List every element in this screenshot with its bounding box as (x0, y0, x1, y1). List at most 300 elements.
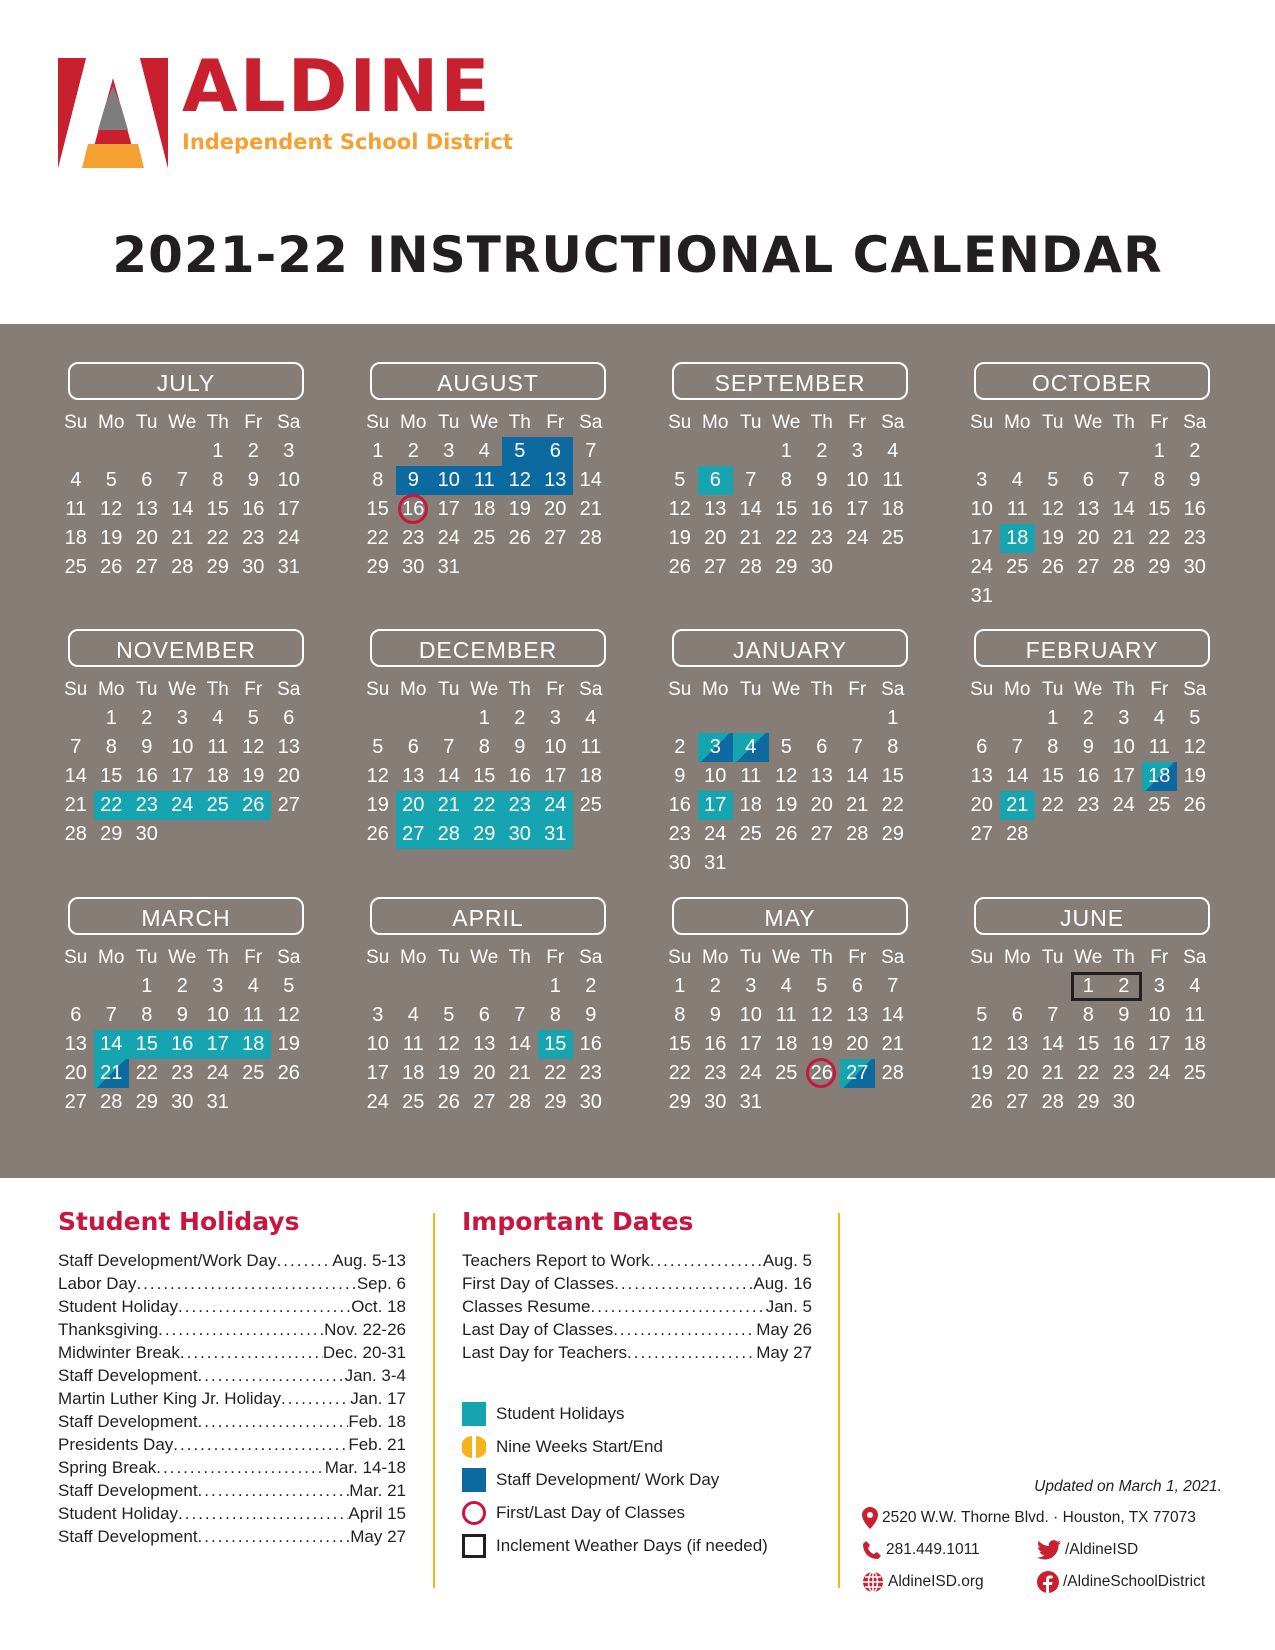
day-cell: 11 (1148, 736, 1170, 758)
weekday-header: Mo (98, 412, 125, 433)
day-cell: 30 (135, 823, 158, 845)
weekday-header: Tu (740, 679, 762, 700)
day-cell: 2 (1082, 707, 1094, 729)
day-cell: 23 (402, 527, 425, 549)
day-cell: 1 (674, 975, 686, 997)
empty-day (58, 704, 94, 733)
item-label: Labor Day (58, 1274, 137, 1293)
day-cell: 11 (242, 1004, 264, 1026)
day-cell: 6 (70, 1004, 82, 1026)
month-day-grid (360, 675, 610, 849)
weekday-header: Su (668, 412, 692, 433)
day-cell: 27 (135, 556, 158, 578)
logo-subtitle: Independent School District (182, 130, 513, 154)
weekday-header: Su (366, 412, 390, 433)
list-item (58, 1364, 406, 1387)
weekday-header: Mo (98, 679, 125, 700)
empty-day (94, 437, 130, 466)
day-cell: 14 (739, 498, 762, 520)
dot-leader (156, 1456, 324, 1479)
month-march (58, 897, 308, 1117)
day-cell: 24 (970, 556, 993, 578)
weekday-header: We (470, 679, 499, 700)
day-cell: 23 (242, 527, 265, 549)
day-cell: 12 (668, 498, 691, 520)
phone-number[interactable]: 281.449.1011 (886, 1541, 980, 1558)
item-date: May 27 (756, 1343, 812, 1362)
day-cell: 15 (129, 1030, 165, 1059)
day-cell: 18 (402, 1062, 425, 1084)
item-date: Aug. 5 (762, 1251, 812, 1270)
dot-leader (173, 1433, 348, 1456)
day-cell: 7 (1011, 736, 1023, 758)
day-cell: 11 (1184, 1004, 1206, 1026)
empty-day (467, 972, 503, 1001)
facebook-handle[interactable]: /AldineSchoolDistrict (1063, 1573, 1206, 1590)
day-cell: 16 (165, 1030, 201, 1059)
month-day-grid (360, 408, 610, 582)
day-cell: 17 (277, 498, 300, 520)
empty-day (840, 704, 876, 733)
day-cell: 6 (1082, 469, 1094, 491)
weekday-header: Sa (277, 947, 301, 968)
item-date: May 27 (350, 1527, 406, 1546)
weekday-header: Sa (1183, 412, 1207, 433)
day-cell: 26 (437, 1091, 460, 1113)
day-cell: 17 (698, 791, 734, 820)
day-cell: 3 (745, 975, 757, 997)
day-cell: 24 (704, 823, 727, 845)
day-cell: 31 (206, 1091, 229, 1113)
day-cell: 23 (668, 823, 691, 845)
day-cell: 1 (1153, 440, 1165, 462)
day-cell: 2 (585, 975, 597, 997)
day-cell: 26 (508, 527, 531, 549)
empty-day (698, 704, 734, 733)
day-cell: 5 (105, 469, 117, 491)
day-cell: 19 (668, 527, 691, 549)
month-day-grid (58, 408, 308, 582)
weekday-header: Mo (400, 947, 427, 968)
day-cell: 12 (810, 1004, 833, 1026)
day-cell: 3 (976, 469, 988, 491)
item-date: Feb. 18 (348, 1412, 406, 1431)
day-cell: 29 (1148, 556, 1171, 578)
dot-leader (650, 1249, 763, 1272)
day-cell: 25 (739, 823, 762, 845)
day-cell: 19 (366, 794, 389, 816)
day-cell: 8 (141, 1004, 153, 1026)
weekday-header: Mo (400, 412, 427, 433)
day-cell: 19 (970, 1062, 993, 1084)
day-cell: 14 (881, 1004, 904, 1026)
item-date: Mar. 21 (349, 1481, 406, 1500)
weekday-header: Th (508, 947, 531, 968)
item-label: Staff Development (58, 1527, 198, 1546)
day-cell: 3 (443, 440, 455, 462)
day-cell: 31 (277, 556, 300, 578)
day-cell: 11 (207, 736, 229, 758)
month-february (964, 629, 1214, 849)
day-cell: 13 (1077, 498, 1100, 520)
legend-label: First/Last Day of Classes (496, 1502, 685, 1522)
day-cell: 11 (580, 736, 602, 758)
weekday-header: Mo (98, 947, 125, 968)
list-item (58, 1456, 406, 1479)
day-cell: 27 (1006, 1091, 1029, 1113)
month-july (58, 362, 308, 582)
day-cell: 17 (200, 1030, 236, 1059)
day-cell: 23 (502, 791, 538, 820)
weekday-header: Th (810, 679, 833, 700)
day-cell: 19 (277, 1033, 300, 1055)
weekday-header: Fr (1150, 412, 1169, 433)
weekday-header: Tu (438, 679, 460, 700)
weekday-header: Su (970, 679, 994, 700)
day-cell: 2 (816, 440, 828, 462)
weekday-header: We (772, 412, 801, 433)
day-cell: 19 (775, 794, 798, 816)
day-cell: 22 (881, 794, 904, 816)
empty-day (165, 437, 201, 466)
day-cell: 21 (94, 1059, 130, 1088)
day-cell: 15 (881, 765, 904, 787)
day-cell: 9 (141, 736, 153, 758)
teal-square-icon (462, 1402, 486, 1426)
item-label: Classes Resume (462, 1297, 591, 1316)
day-cell: 16 (810, 498, 833, 520)
legend-student-holidays (462, 1397, 768, 1430)
day-cell: 30 (171, 1091, 194, 1113)
item-date: April 15 (348, 1504, 406, 1523)
legend-staff-development (462, 1463, 768, 1496)
weekday-header: Sa (579, 947, 603, 968)
twitter-icon (1037, 1540, 1061, 1560)
list-item (462, 1318, 812, 1341)
day-cell: 26 (277, 1062, 300, 1084)
day-cell: 17 (437, 498, 460, 520)
item-label: Staff Development (58, 1481, 198, 1500)
day-cell: 14 (64, 765, 87, 787)
dot-leader (614, 1272, 753, 1295)
day-cell: 30 (810, 556, 833, 578)
weekday-header: Fr (848, 947, 867, 968)
day-cell: 12 (1183, 736, 1206, 758)
day-cell: 10 (846, 469, 869, 491)
item-date: Oct. 18 (351, 1297, 406, 1316)
day-cell: 8 (212, 469, 224, 491)
item-label: Staff Development (58, 1412, 198, 1431)
day-cell: 20 (810, 794, 833, 816)
day-cell: 20 (277, 765, 300, 787)
day-cell: 16 (579, 1033, 602, 1055)
day-cell: 27 (64, 1091, 87, 1113)
weekday-header: Fr (848, 679, 867, 700)
day-cell: 4 (212, 707, 224, 729)
day-cell: 5 (1189, 707, 1201, 729)
list-item (462, 1249, 812, 1272)
day-cell: 26 (1183, 794, 1206, 816)
item-label: Thanksgiving (58, 1320, 159, 1339)
day-cell: 7 (1047, 1004, 1059, 1026)
month-november (58, 629, 308, 849)
day-cell: 8 (372, 469, 384, 491)
day-cell: 21 (846, 794, 869, 816)
day-cell: 30 (402, 556, 425, 578)
weekday-header: Mo (702, 679, 729, 700)
day-cell: 14 (508, 1033, 531, 1055)
day-cell: 10 (970, 498, 993, 520)
day-cell: 15 (473, 765, 496, 787)
day-cell: 18 (473, 498, 496, 520)
empty-day (58, 972, 94, 1001)
day-cell: 7 (585, 440, 597, 462)
day-cell: 24 (846, 527, 869, 549)
month-title: OCTOBER (974, 362, 1210, 400)
empty-day (1000, 972, 1036, 1001)
day-cell: 9 (514, 736, 526, 758)
day-cell: 13 (538, 466, 574, 495)
item-date: Nov. 22-26 (324, 1320, 406, 1339)
dot-leader (136, 1272, 356, 1295)
item-label: Spring Break (58, 1458, 157, 1477)
day-cell: 15 (206, 498, 229, 520)
weekday-header: Su (970, 947, 994, 968)
day-cell: 20 (473, 1062, 496, 1084)
day-cell: 27 (277, 794, 300, 816)
dot-leader (277, 1249, 333, 1272)
day-cell: 2 (407, 440, 419, 462)
item-label: Last Day for Teachers (462, 1343, 628, 1362)
twitter-handle[interactable]: /AldineISD (1065, 1541, 1139, 1558)
day-cell: 30 (502, 820, 538, 849)
day-cell: 16 (1112, 1033, 1135, 1055)
month-day-grid (662, 408, 912, 582)
dot-leader (281, 1387, 350, 1410)
day-cell: 25 (775, 1062, 798, 1084)
weekday-header: Tu (136, 679, 158, 700)
day-cell: 10 (1148, 1004, 1171, 1026)
list-item (58, 1272, 406, 1295)
day-cell: 23 (1112, 1062, 1135, 1084)
day-cell: 17 (846, 498, 869, 520)
day-cell: 10 (206, 1004, 229, 1026)
day-cell: 12 (100, 498, 123, 520)
day-cell: 26 (1041, 556, 1064, 578)
list-item (58, 1502, 406, 1525)
day-cell: 23 (810, 527, 833, 549)
day-cell: 11 (65, 498, 87, 520)
weekday-header: Tu (740, 947, 762, 968)
day-cell: 1 (478, 707, 490, 729)
day-cell: 21 (1112, 527, 1135, 549)
day-cell: 2 (514, 707, 526, 729)
day-cell: 5 (247, 707, 259, 729)
day-cell: 9 (674, 765, 686, 787)
weekday-header: We (470, 412, 499, 433)
weekday-header: Su (366, 679, 390, 700)
weekday-header: Tu (1042, 947, 1064, 968)
empty-day (1071, 437, 1107, 466)
weekday-header: Th (810, 412, 833, 433)
day-cell: 21 (881, 1033, 904, 1055)
black-square-outline-icon (462, 1534, 486, 1558)
day-cell: 5 (976, 1004, 988, 1026)
item-date: Feb. 21 (348, 1435, 406, 1454)
day-cell: 10 (544, 736, 567, 758)
day-cell: 19 (242, 765, 265, 787)
day-cell: 26 (804, 1059, 840, 1088)
day-cell: 22 (135, 1062, 158, 1084)
month-april (360, 897, 610, 1117)
day-cell: 11 (882, 469, 904, 491)
weekday-header: Tu (438, 412, 460, 433)
aldine-a-logo-icon (58, 58, 168, 168)
month-title: SEPTEMBER (672, 362, 908, 400)
weekday-header: Sa (579, 412, 603, 433)
divider-right (838, 1213, 840, 1588)
day-cell: 18 (881, 498, 904, 520)
day-cell: 25 (402, 1091, 425, 1113)
item-label: Staff Development/Work Day (58, 1251, 277, 1270)
day-cell: 20 (1077, 527, 1100, 549)
day-cell: 4 (780, 975, 792, 997)
day-cell: 17 (739, 1033, 762, 1055)
month-day-grid (360, 943, 610, 1117)
item-label: Last Day of Classes (462, 1320, 614, 1339)
item-label: Teachers Report to Work (462, 1251, 650, 1270)
day-cell: 14 (437, 765, 460, 787)
day-cell: 10 (277, 469, 300, 491)
day-cell: 16 (242, 498, 265, 520)
day-cell: 22 (668, 1062, 691, 1084)
dot-leader (198, 1479, 350, 1502)
day-cell: 14 (94, 1030, 130, 1059)
empty-day (964, 972, 1000, 1001)
day-cell: 22 (366, 527, 389, 549)
day-cell: 29 (668, 1091, 691, 1113)
day-cell: 3 (549, 707, 561, 729)
day-cell: 27 (1077, 556, 1100, 578)
day-cell: 26 (970, 1091, 993, 1113)
day-cell: 10 (171, 736, 194, 758)
day-cell: 27 (970, 823, 993, 845)
day-cell: 24 (277, 527, 300, 549)
month-title: DECEMBER (370, 629, 606, 667)
map-pin-icon (862, 1507, 878, 1529)
day-cell: 25 (1006, 556, 1029, 578)
day-cell: 22 (775, 527, 798, 549)
day-cell: 2 (1189, 440, 1201, 462)
empty-day (964, 704, 1000, 733)
day-cell: 21 (1041, 1062, 1064, 1084)
legend-first-last-day (462, 1496, 768, 1529)
day-cell: 21 (64, 794, 87, 816)
day-cell: 28 (64, 823, 87, 845)
day-cell: 24 (366, 1091, 389, 1113)
day-cell: 24 (206, 1062, 229, 1084)
item-date: Aug. 16 (753, 1274, 812, 1293)
aldine-logo (58, 44, 513, 170)
legend-label: Staff Development/ Work Day (496, 1469, 720, 1489)
day-cell: 19 (100, 527, 123, 549)
day-cell: 26 (236, 791, 272, 820)
empty-day (431, 704, 467, 733)
day-cell: 11 (775, 1004, 797, 1026)
day-cell: 29 (467, 820, 503, 849)
day-cell: 23 (129, 791, 165, 820)
day-cell: 7 (105, 1004, 117, 1026)
empty-day (964, 437, 1000, 466)
empty-day (502, 972, 538, 1001)
empty-day (804, 704, 840, 733)
weekday-header: Sa (881, 947, 905, 968)
day-cell: 17 (544, 765, 567, 787)
day-cell: 18 (1183, 1033, 1206, 1055)
legend-label: Student Holidays (496, 1403, 625, 1423)
page-title: 2021-22 INSTRUCTIONAL CALENDAR (112, 226, 1163, 284)
month-day-grid (964, 675, 1214, 849)
day-cell: 31 (704, 852, 727, 874)
dot-leader (180, 1341, 323, 1364)
day-cell: 28 (171, 556, 194, 578)
day-cell: 13 (135, 498, 158, 520)
day-cell: 9 (1189, 469, 1201, 491)
list-item (462, 1295, 812, 1318)
day-cell: 15 (1148, 498, 1171, 520)
red-circle-icon (462, 1501, 486, 1525)
empty-day (360, 972, 396, 1001)
day-cell: 25 (1183, 1062, 1206, 1084)
day-cell: 3 (698, 733, 734, 762)
logo-wordmark: ALDINE (182, 44, 492, 128)
day-cell: 12 (437, 1033, 460, 1055)
day-cell: 11 (740, 765, 762, 787)
day-cell: 16 (508, 765, 531, 787)
weekday-header: Sa (277, 412, 301, 433)
item-date: Dec. 20-31 (322, 1343, 406, 1362)
day-cell: 28 (100, 1091, 123, 1113)
day-cell: 8 (1047, 736, 1059, 758)
day-cell: 16 (1183, 498, 1206, 520)
day-cell: 27 (473, 1091, 496, 1113)
day-cell: 25 (200, 791, 236, 820)
important-dates-list (462, 1249, 812, 1364)
list-item (462, 1272, 812, 1295)
item-date: Sep. 6 (356, 1274, 406, 1293)
day-cell: 7 (851, 736, 863, 758)
phone-icon (862, 1540, 882, 1560)
day-cell: 10 (1112, 736, 1135, 758)
day-cell: 7 (443, 736, 455, 758)
day-cell: 4 (70, 469, 82, 491)
day-cell: 28 (1006, 823, 1029, 845)
month-october (964, 362, 1214, 611)
empty-day (1000, 704, 1036, 733)
website-link[interactable]: AldineISD.org (888, 1573, 984, 1590)
month-day-grid (964, 408, 1214, 611)
day-cell: 7 (70, 736, 82, 758)
day-cell: 21 (579, 498, 602, 520)
day-cell: 10 (431, 466, 467, 495)
day-cell: 31 (739, 1091, 762, 1113)
day-cell: 3 (851, 440, 863, 462)
day-cell: 18 (775, 1033, 798, 1055)
weekday-header: Mo (1004, 947, 1031, 968)
dot-leader (178, 1295, 351, 1318)
day-cell: 26 (775, 823, 798, 845)
day-cell: 9 (176, 1004, 188, 1026)
